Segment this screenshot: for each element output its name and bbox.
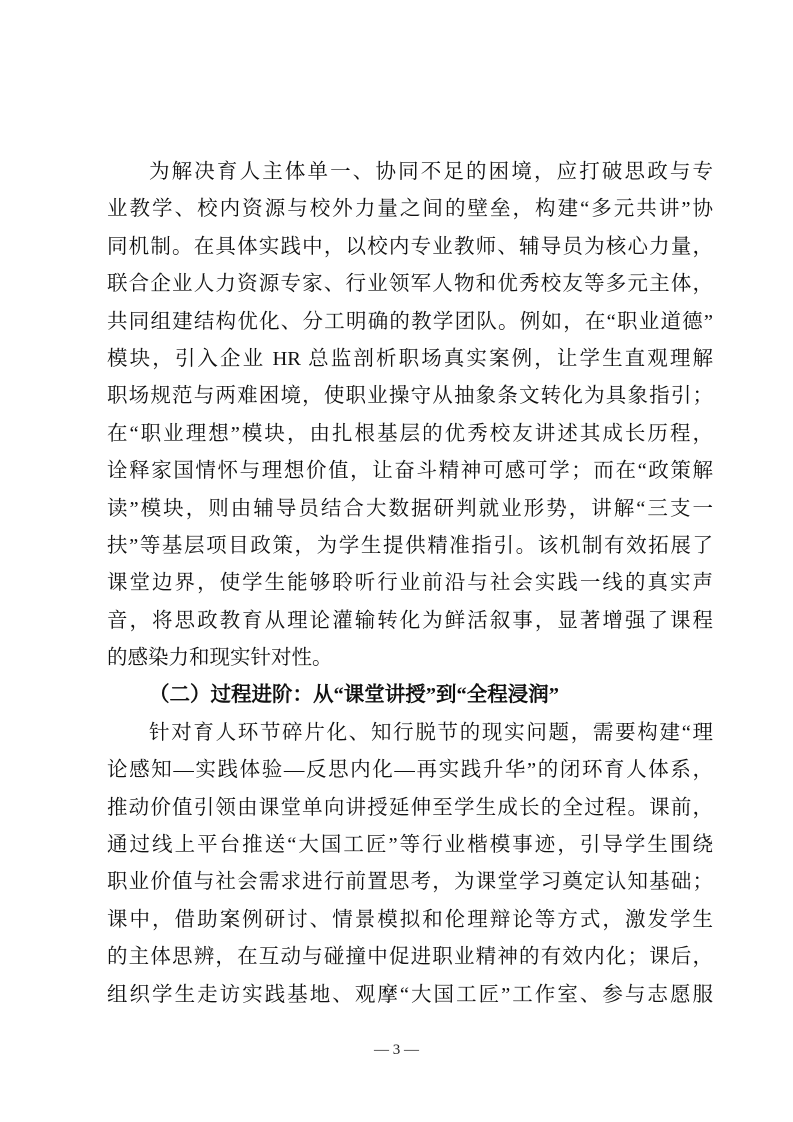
paragraph-line: 扶”等基层项目政策，为学生提供精准指引。该机制有效拓展了 [107, 534, 713, 557]
paragraph-line: 的主体思辨，在互动与碰撞中促进职业精神的有效内化；课后， [107, 946, 713, 969]
paragraph-line: 同机制。在具体实践中，以校内专业教师、辅导员为核心力量， [107, 235, 713, 258]
paragraph-line: 在“职业理想”模块，由扎根基层的优秀校友讲述其成长历程， [107, 422, 713, 445]
body-text [107, 154, 713, 1014]
paragraph-line: 模块，引入企业 HR 总监剖析职场真实案例，让学生直观理解 [107, 347, 713, 370]
paragraph-line: 论感知—实践体验—反思内化—再实践升华”的闭环育人体系， [107, 759, 713, 782]
paragraph-line: 课中，借助案例研讨、情景模拟和伦理辩论等方式，激发学生 [107, 908, 713, 931]
paragraph-line: 诠释家国情怀与理想价值，让奋斗精神可感可学；而在“政策解 [107, 460, 713, 483]
paragraph-line: 为解决育人主体单一、协同不足的困境，应打破思政与专 [149, 161, 713, 183]
paragraph-line: 课堂边界，使学生能够聆听行业前沿与社会实践一线的真实声 [107, 572, 713, 595]
paragraph-line: 联合企业人力资源专家、行业领军人物和优秀校友等多元主体， [107, 273, 713, 296]
paragraph-line: 推动价值引领由课堂单向讲授延伸至学生成长的全过程。课前， [107, 796, 713, 819]
paragraph-line: 读”模块，则由辅导员结合大数据研判就业形势，讲解“三支一 [107, 497, 713, 520]
page-number: — 3 — [374, 1042, 419, 1058]
paragraph-line: 职业价值与社会需求进行前置思考，为课堂学习奠定认知基础； [107, 871, 713, 894]
paragraph-line: 音，将思政教育从理论灌输转化为鲜活叙事，显著增强了课程 [107, 609, 713, 632]
paragraph-line: 组织学生走访实践基地、观摩“大国工匠”工作室、参与志愿服 [107, 983, 713, 1006]
paragraph-line: 通过线上平台推送“大国工匠”等行业楷模事迹，引导学生围绕 [107, 834, 713, 857]
paragraph-line: 的感染力和现实针对性。 [107, 647, 333, 670]
paragraph-line: 共同组建结构优化、分工明确的教学团队。例如，在“职业道德” [107, 310, 713, 333]
paragraph-line: 针对育人环节碎片化、知行脱节的现实问题，需要构建“理 [149, 721, 713, 744]
paragraph-line: 业教学、校内资源与校外力量之间的壁垒，构建“多元共讲”协 [107, 198, 713, 221]
section-heading: （二）过程进阶：从“课堂讲授”到“全程浸润” [149, 684, 559, 707]
paragraph-line: 职场规范与两难困境，使职业操守从抽象条文转化为具象指引； [107, 385, 713, 408]
